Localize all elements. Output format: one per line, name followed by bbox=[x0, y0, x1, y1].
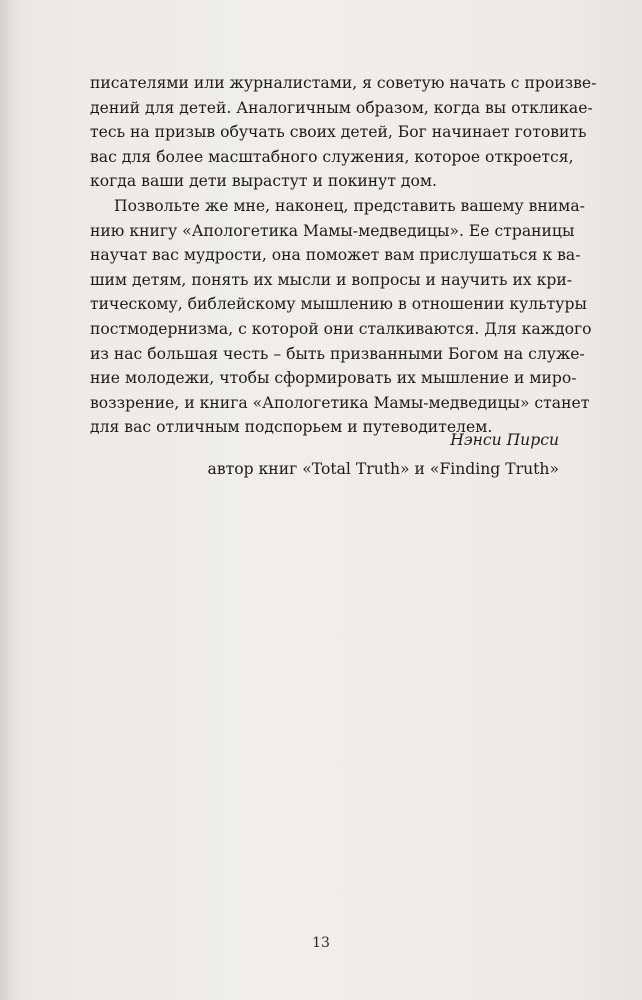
text-line: для вас отличным подспорьем и путеводителем. bbox=[90, 418, 493, 437]
text-line: ние молодежи, чтобы сформировать их мышление и миро- bbox=[90, 369, 577, 388]
page-number: 13 bbox=[312, 935, 330, 951]
text-line: постмодернизма, с которой они сталкиваются. Для каждого bbox=[90, 319, 592, 338]
text-line: вас для более масштабного служения, которое откроется, bbox=[90, 147, 574, 166]
text-line: Позвольте же мне, наконец, представить вашему внима- bbox=[114, 196, 585, 215]
text-line: нию книгу «Апологетика Мамы-медведицы». Ее страницы bbox=[90, 221, 575, 240]
paragraph-continuation bbox=[90, 71, 597, 194]
author-credit: автор книг «Total Truth» и «Finding Truth» bbox=[207, 459, 559, 478]
author-name: Нэнси Пирси bbox=[450, 431, 559, 449]
text-line: тическому, библейскому мышлению в отношении культуры bbox=[90, 295, 587, 314]
text-line: воззрение, и книга «Апологетика Мамы-медведицы» станет bbox=[90, 393, 590, 412]
signature-block bbox=[208, 428, 559, 481]
text-line: тесь на призыв обучать своих детей, Бог начинает готовить bbox=[90, 123, 587, 142]
text-line: дений для детей. Аналогичным образом, когда вы откликае- bbox=[90, 98, 593, 117]
text-line: из нас большая честь – быть призванными Богом на служе- bbox=[90, 344, 585, 363]
text-line: писателями или журналистами, я советую начать с произве- bbox=[90, 74, 597, 92]
text-line: шим детям, понять их мысли и вопросы и научить их кри- bbox=[90, 270, 572, 289]
paragraph-introduction bbox=[90, 194, 592, 440]
text-line: когда ваши дети вырастут и покинут дом. bbox=[90, 172, 437, 191]
body-text bbox=[90, 71, 597, 440]
text-line: научат вас мудрости, она поможет вам прислушаться к ва- bbox=[90, 246, 581, 265]
